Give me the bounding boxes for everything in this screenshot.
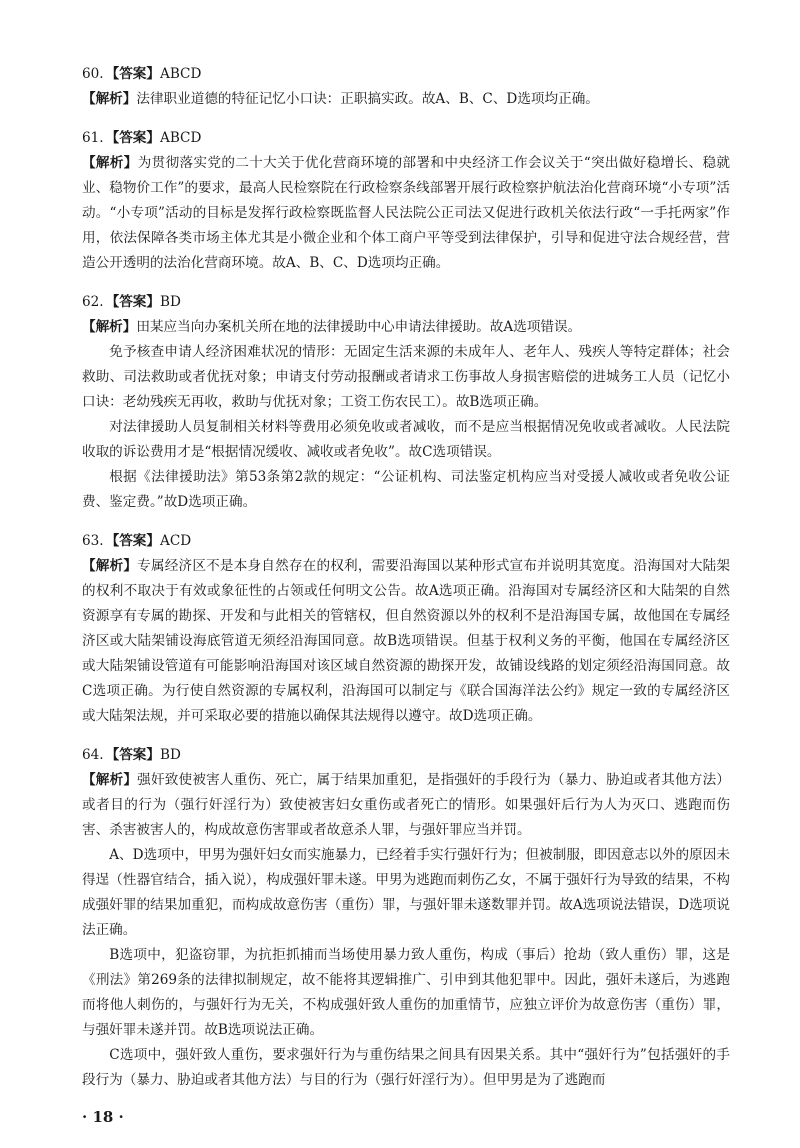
- answer-value: ACD: [160, 533, 192, 549]
- analysis-text: 为贯彻落实党的二十大关于优化营商环境的部署和中央经济工作会议关于“突出做好稳增长、稳就业、稳物价工作”的要求，最高人民检察院在行政检察条线部署开展行政检察护航法治化营商环境“小专项”活动。“小专项”活动的目标是发挥行政检察既监督人民法院公正司法又促进行政机关依法行政“一手托两家”作用，依法保障各类市场主体尤其是小微企业和个体工商户平等受到法律保护，引导和促进守法合规经营，营造公开透明的法治化营商环境。故A、B、C、D选项均正确。: [82, 155, 730, 271]
- answer-label: 【答案】: [105, 294, 160, 310]
- answer-value: ABCD: [160, 66, 202, 82]
- answer-line: [82, 126, 730, 151]
- analysis-label: 【解析】: [82, 155, 138, 171]
- answer-label: 【答案】: [105, 66, 160, 82]
- analysis-label: 【解析】: [82, 772, 138, 788]
- answer-value: ABCD: [160, 130, 202, 146]
- answer-item: [82, 126, 730, 276]
- analysis-paragraph: [82, 151, 730, 276]
- answer-label: 【答案】: [105, 747, 160, 763]
- answer-item: [82, 529, 730, 729]
- analysis-paragraph: [82, 315, 730, 340]
- answer-label: 【答案】: [105, 130, 160, 146]
- analysis-label: 【解析】: [82, 91, 137, 107]
- page-number: · 18 ·: [82, 1108, 124, 1126]
- analysis-text: 强奸致使被害人重伤、死亡，属于结果加重犯，是指强奸的手段行为（暴力、胁迫或者其他方法）或者目的行为（强行奸淫行为）致使被害妇女重伤或者死亡的情形。如果强奸后行为人为灭口、逃跑而伤害、杀害被害人的，构成故意伤害罪或者故意杀人罪，与强奸罪应当并罚。: [82, 772, 731, 838]
- answer-line: [82, 62, 730, 87]
- question-number: 63.: [82, 533, 104, 549]
- analysis-text: 法律职业道德的特征记忆小口诀：正职搞实政。故A、B、C、D选项均正确。: [136, 91, 599, 107]
- analysis-continuation: A、D选项中，甲男为强奸妇女而实施暴力，已经着手实行强奸行为；但被制服，即因意志以外的原因未得逞（性器官结合，插入说），构成强奸罪未遂。甲男为逃跑而刺伤乙女，不属于强奸行为导致的结果，不构成强奸罪的结果加重犯，而构成故意伤害（重伤）罪，与强奸罪未遂数罪并罚。故A选项说法错误，D选项说法正确。: [82, 847, 730, 938]
- analysis-paragraph: [82, 554, 730, 729]
- answer-item: [82, 743, 730, 1093]
- question-number: 62.: [82, 294, 104, 310]
- question-number: 64.: [82, 747, 104, 763]
- analysis-continuation: 根据《法律援助法》第53条第2款的规定：“公证机构、司法鉴定机构应当对受援人减收或者免收公证费、鉴定费。”故D选项正确。: [82, 469, 730, 510]
- analysis-continuation: C选项中，强奸致人重伤，要求强奸行为与重伤结果之间具有因果关系。其中“强奸行为”包括强奸的手段行为（暴力、胁迫或者其他方法）与目的行为（强行奸淫行为）。但甲男是为了逃跑而: [82, 1047, 730, 1088]
- answer-value: BD: [160, 747, 181, 763]
- question-number: 61.: [82, 130, 104, 146]
- answer-item: [82, 62, 730, 112]
- analysis-label: 【解析】: [82, 558, 138, 574]
- analysis-paragraph: [82, 87, 730, 112]
- analysis-label: 【解析】: [82, 319, 137, 335]
- answer-line: [82, 290, 730, 315]
- analysis-paragraph: [82, 768, 730, 843]
- answer-label: 【答案】: [105, 533, 160, 549]
- analysis-continuation: B选项中，犯盗窃罪，为抗拒抓捕而当场使用暴力致人重伤，构成（事后）抢劫（致人重伤）罪，这是《刑法》第269条的法律拟制规定，故不能将其逻辑推广、引申到其他犯罪中。因此，强奸未遂后，为逃跑而将他人刺伤的，与强奸行为无关，不构成强奸致人重伤的加重情节，应独立评价为故意伤害（重伤）罪，与强奸罪未遂并罚。故B选项说法正确。: [82, 947, 730, 1038]
- analysis-text: 专属经济区不是本身自然存在的权利，需要沿海国以某种形式宣布并说明其宽度。沿海国对大陆架的权利不取决于有效或象征性的占领或任何明文公告。故A选项正确。沿海国对专属经济区和大陆架的自然资源享有专属的勘探、开发和与此相关的管辖权，但自然资源以外的权利不是沿海国专属，故他国在专属经济区或大陆架铺设海底管道无须经沿海国同意。故B选项错误。但基于权利义务的平衡，他国在专属经济区或大陆架铺设管道有可能影响沿海国对该区域自然资源的勘探开发，故铺设线路的划定须经沿海国同意。故C选项正确。为行使自然资源的专属权利，沿海国可以制定与《联合国海洋法公约》规定一致的专属经济区或大陆架法规，并可采取必要的措施以确保其法规得以遵守。故D选项正确。: [82, 558, 731, 724]
- analysis-continuation: 免予核查申请人经济困难状况的情形：无固定生活来源的未成年人、老年人、残疾人等特定群体；社会救助、司法救助或者优抚对象；申请支付劳动报酬或者请求工伤事故人身损害赔偿的进城务工人员（记忆小口诀：老幼残疾无再收，救助与优抚对象；工资工伤农民工）。故B选项正确。: [82, 344, 730, 410]
- answer-item: [82, 290, 730, 515]
- answer-line: [82, 529, 730, 554]
- answer-line: [82, 743, 730, 768]
- answer-value: BD: [160, 294, 181, 310]
- analysis-continuation: 对法律援助人员复制相关材料等费用必须免收或者减收，而不是应当根据情况免收或者减收。人民法院收取的诉讼费用才是“根据情况缓收、减收或者免收”。故C选项错误。: [82, 419, 730, 460]
- question-number: 60.: [82, 66, 104, 82]
- analysis-text: 田某应当向办案机关所在地的法律援助中心申请法律援助。故A选项错误。: [136, 319, 582, 335]
- answer-list: [82, 62, 730, 1093]
